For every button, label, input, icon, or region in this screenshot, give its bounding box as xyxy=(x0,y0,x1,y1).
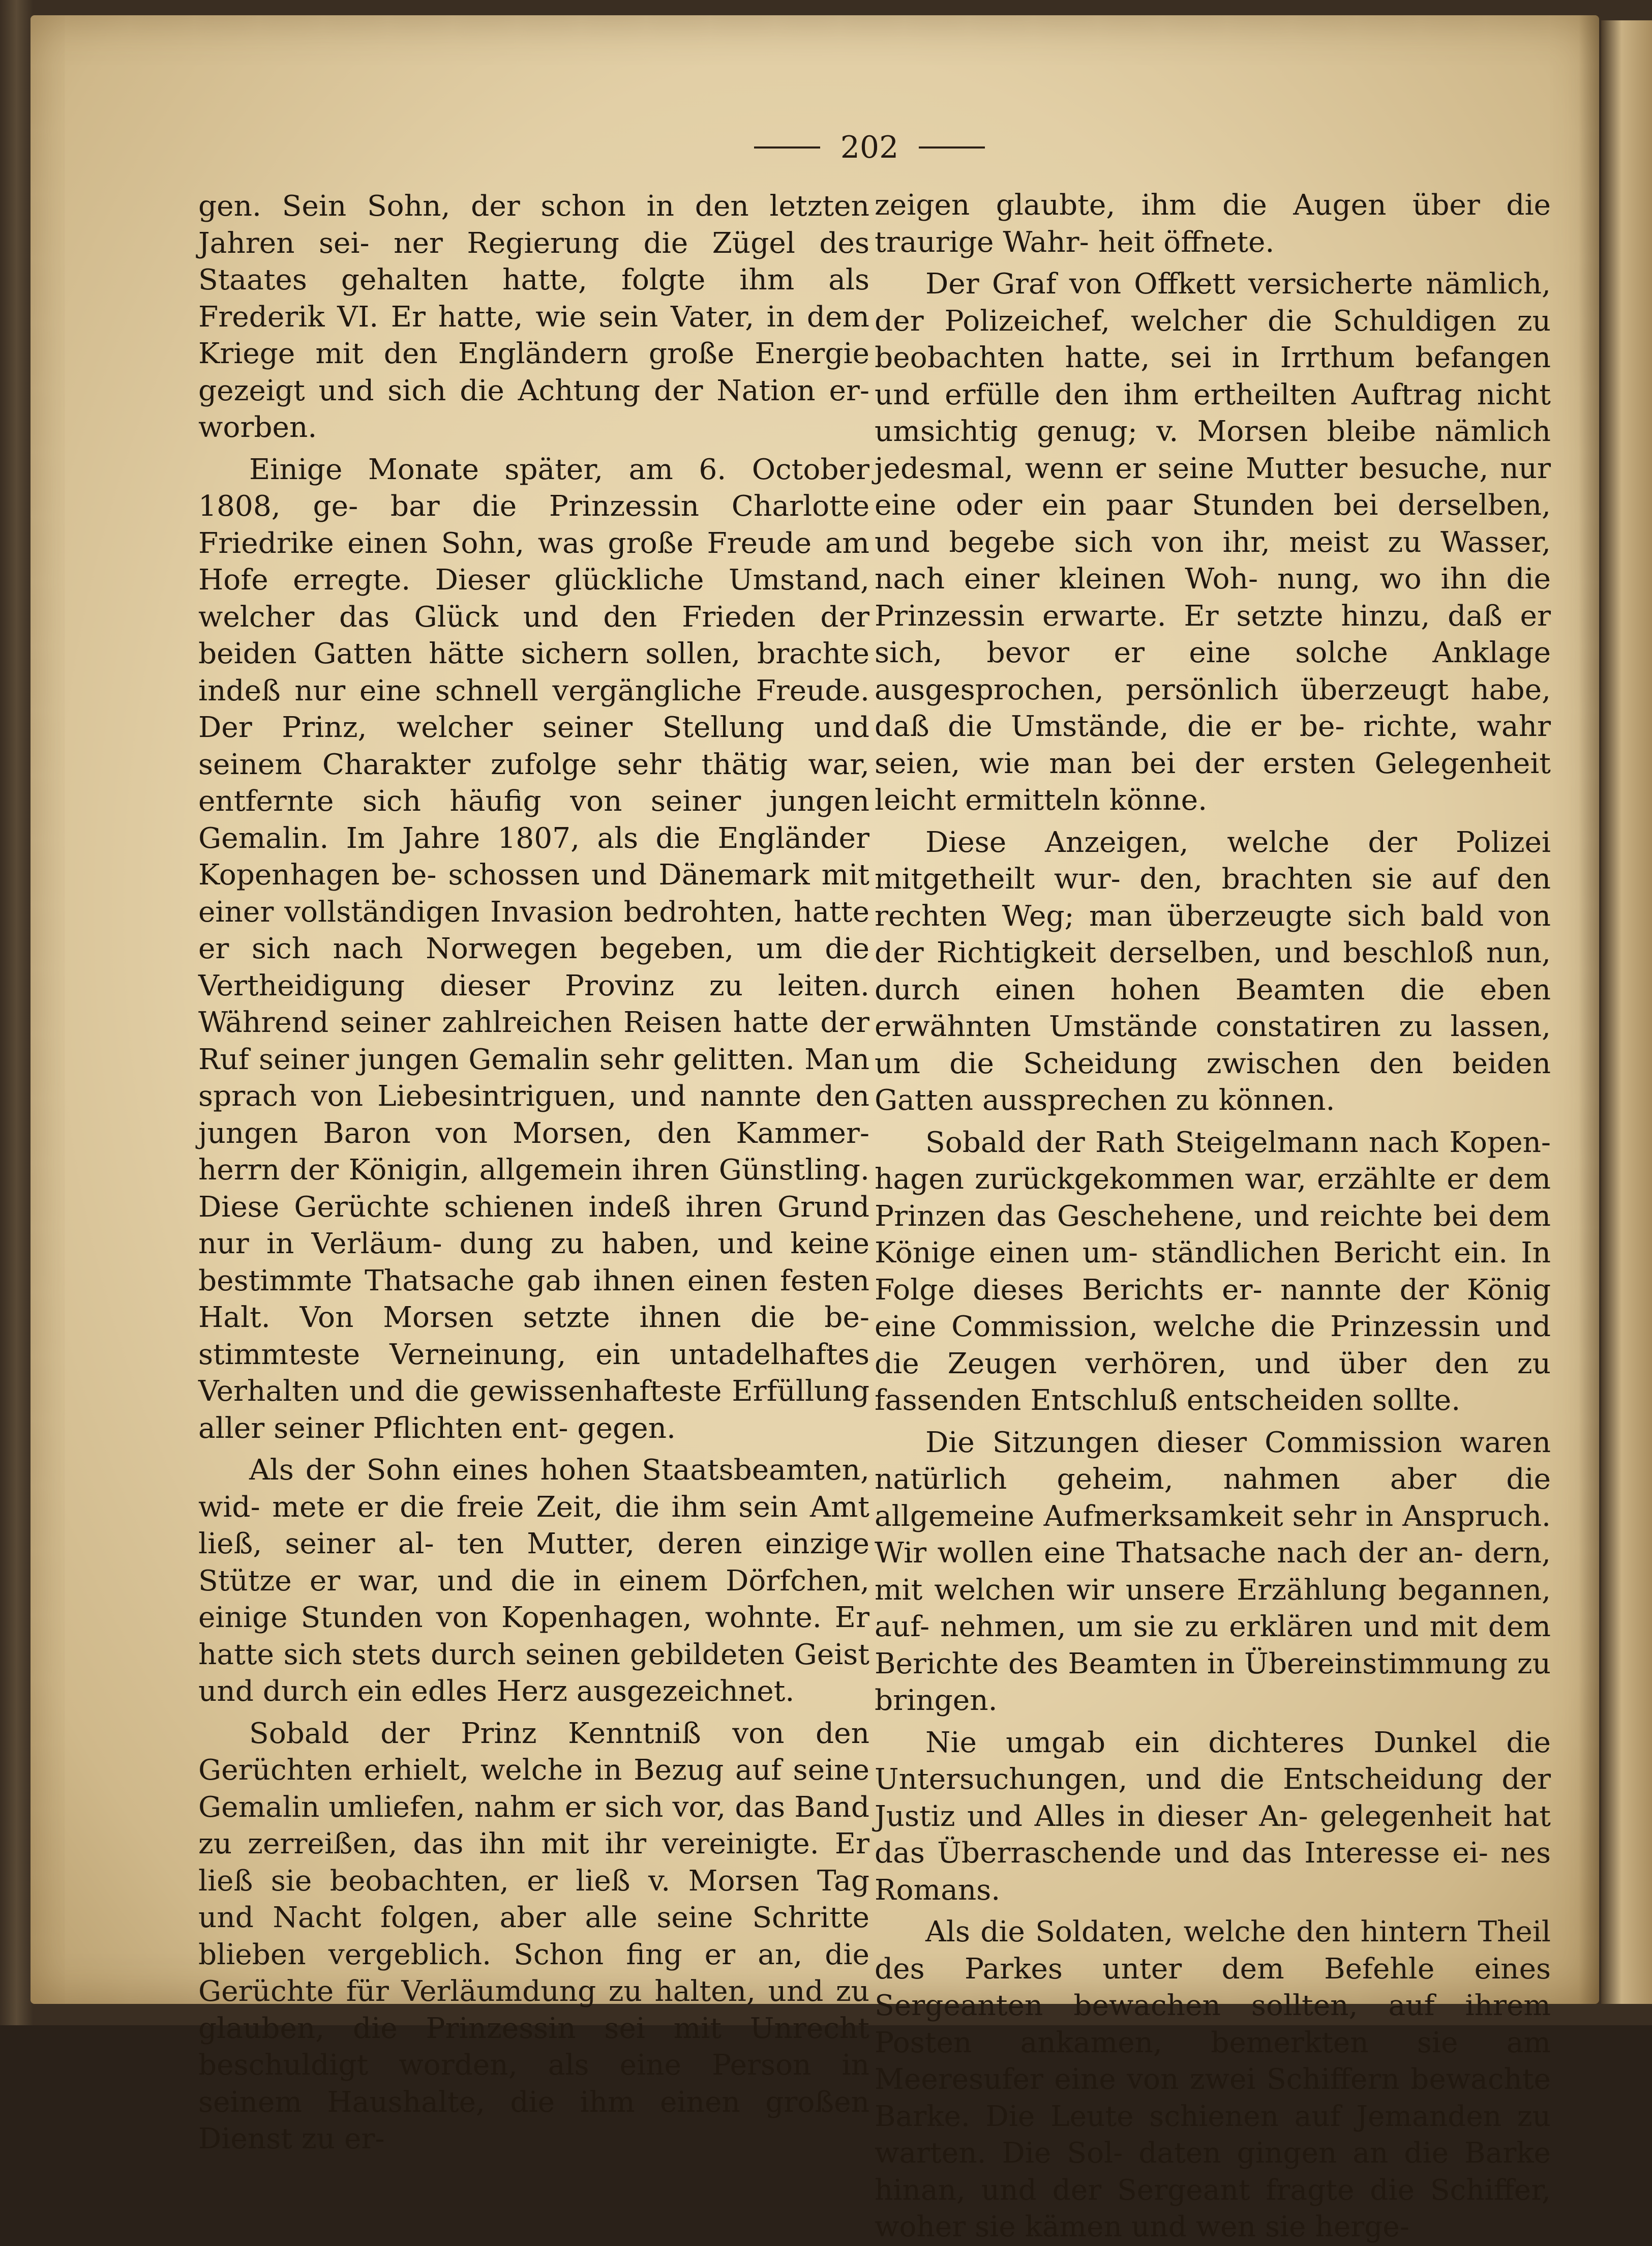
left-text-column xyxy=(198,188,869,2158)
page-header xyxy=(737,127,1002,168)
paragraph: Diese Anzeigen, welche der Polizei mitgetheilt wur- den, brachten sie auf den rechten Weg; man überzeugte sich bald von der Richtigkeit derselben, und beschloß nun, durch einen hohen Beamten die eben erwähnten Umstände constatiren zu lassen, um die Scheidung zwischen den beiden Gatten aussprechen zu können. xyxy=(875,825,1551,1117)
paragraph: Sobald der Prinz Kenntniß von den Gerüchten erhielt, welche in Bezug auf seine Gemalin umliefen, nahm er sich vor, das Band zu zerreißen, das ihn mit ihr vereinigte. Er ließ sie beobachten, er ließ v. Morsen Tag und Nacht folgen, aber alle seine Schritte blieben vergeblich. Schon fing er an, die Gerüchte für Verläumdung zu halten, und zu glauben, die Prinzessin sei mit Unrecht beschuldigt worden, als eine Person in seinem Haushalte, die ihm einen großen Dienst zu er- xyxy=(198,1717,869,2155)
paragraph: Sobald der Rath Steigelmann nach Kopen- hagen zurückgekommen war, erzählte er dem Prinzen das Geschehene, und reichte bei dem Könige einen um- ständlichen Bericht ein. In Folge dieses Berichts er- nannte der König eine Commission, welche die Prinzessin und die Zeugen verhören, und über den zu fassenden Entschluß entscheiden sollte. xyxy=(875,1126,1551,1417)
paragraph: Als der Sohn eines hohen Staatsbeamten, wid- mete er die freie Zeit, die ihm sein Amt ließ, seiner al- ten Mutter, deren einzige Stütze er war, und die in einem Dörfchen, einige Stunden von Kopenhagen, wohnte. Er hatte sich stets durch seinen gebildeten Geist und durch ein edles Herz ausgezeichnet. xyxy=(198,1454,869,1708)
paragraph: Als die Soldaten, welche den hintern Theil des Parkes unter dem Befehle eines Sergeanten bewachen sollten, auf ihrem Posten ankamen, bemerkten sie am Meeresufer eine von zwei Schiffern bewachte Barke. Die Leute schienen auf Jemanden zu warten. Die Sol- daten gingen an die Barke hinan, und der Sergeant fragte die Schiffer, woher sie kämen und wen sie herge- xyxy=(875,1915,1551,2243)
paragraph: Der Graf von Offkett versicherte nämlich, der Polizeichef, welcher die Schuldigen zu beobachten hatte, sei in Irrthum befangen und erfülle den ihm ertheilten Auftrag nicht umsichtig genug; v. Morsen bleibe nämlich jedesmal, wenn er seine Mutter besuche, nur eine oder ein paar Stunden bei derselben, und begebe sich von ihr, meist zu Wasser, nach einer kleinen Woh- nung, wo ihn die Prinzessin erwarte. Er setzte hinzu, daß er sich, bevor er eine solche Anklage ausgesprochen, persönlich überzeugt habe, daß die Umstände, die er be- richte, wahr seien, wie man bei der ersten Gelegenheit leicht ermitteln könne. xyxy=(875,268,1551,817)
paragraph: gen. Sein Sohn, der schon in den letzten Jahren sei- ner Regierung die Zügel des Staates gehalten hatte, folgte ihm als Frederik VI. Er hatte, wie sein Vater, in dem Kriege mit den Engländern große Energie gezeigt und sich die Achtung der Nation er- worben. xyxy=(198,190,869,444)
page-gutter-shadow xyxy=(1579,15,1599,2004)
paragraph: Die Sitzungen dieser Commission waren natürlich geheim, nahmen aber die allgemeine Aufmerksamkeit sehr in Anspruch. Wir wollen eine Thatsache nach der an- dern, mit welchen wir unsere Erzählung begannen, auf- nehmen, um sie zu erklären und mit dem Berichte des Beamten in Übereinstimmung zu bringen. xyxy=(875,1426,1551,1717)
paragraph: zeigen glaubte, ihm die Augen über die traurige Wahr- heit öffnete. xyxy=(875,189,1551,259)
header-rule-right xyxy=(919,146,985,149)
right-text-column xyxy=(875,187,1551,2246)
paragraph: Einige Monate später, am 6. October 1808, ge- bar die Prinzessin Charlotte Friedrike einen Sohn, was große Freude am Hofe erregte. Dieser glückliche Umstand, welcher das Glück und den Frieden der beiden Gatten hätte sichern sollen, brachte indeß nur eine schnell vergängliche Freude. Der Prinz, welcher seiner Stellung und seinem Charakter zufolge sehr thätig war, entfernte sich häufig von seiner jungen Gemalin. Im Jahre 1807, als die Engländer Kopenhagen be- schossen und Dänemark mit einer vollständigen Invasion bedrohten, hatte er sich nach Norwegen begeben, um die Vertheidigung dieser Provinz zu leiten. Während seiner zahlreichen Reisen hatte der Ruf seiner jungen Gemalin sehr gelitten. Man sprach von Liebesintriguen, und nannte den jungen Baron von Morsen, den Kammer- herrn der Königin, allgemein ihren Günstling. Diese Gerüchte schienen indeß ihren Grund nur in Verläum- dung zu haben, und keine bestimmte Thatsache gab ihnen einen festen Halt. Von Morsen setzte ihnen die be- stimmteste Verneinung, ein untadelhaftes Verhalten und die gewissenhafteste Erfüllung aller seiner Pflichten ent- gegen. xyxy=(198,453,869,1445)
header-rule-left xyxy=(754,146,820,149)
page-number: 202 xyxy=(840,130,899,165)
adjacent-page-edge xyxy=(1601,20,1652,2004)
paragraph: Nie umgab ein dichteres Dunkel die Untersuchungen, und die Entscheidung der Justiz und Alles in dieser An- gelegenheit hat das Überraschende und das Interesse ei- nes Romans. xyxy=(875,1726,1551,1907)
